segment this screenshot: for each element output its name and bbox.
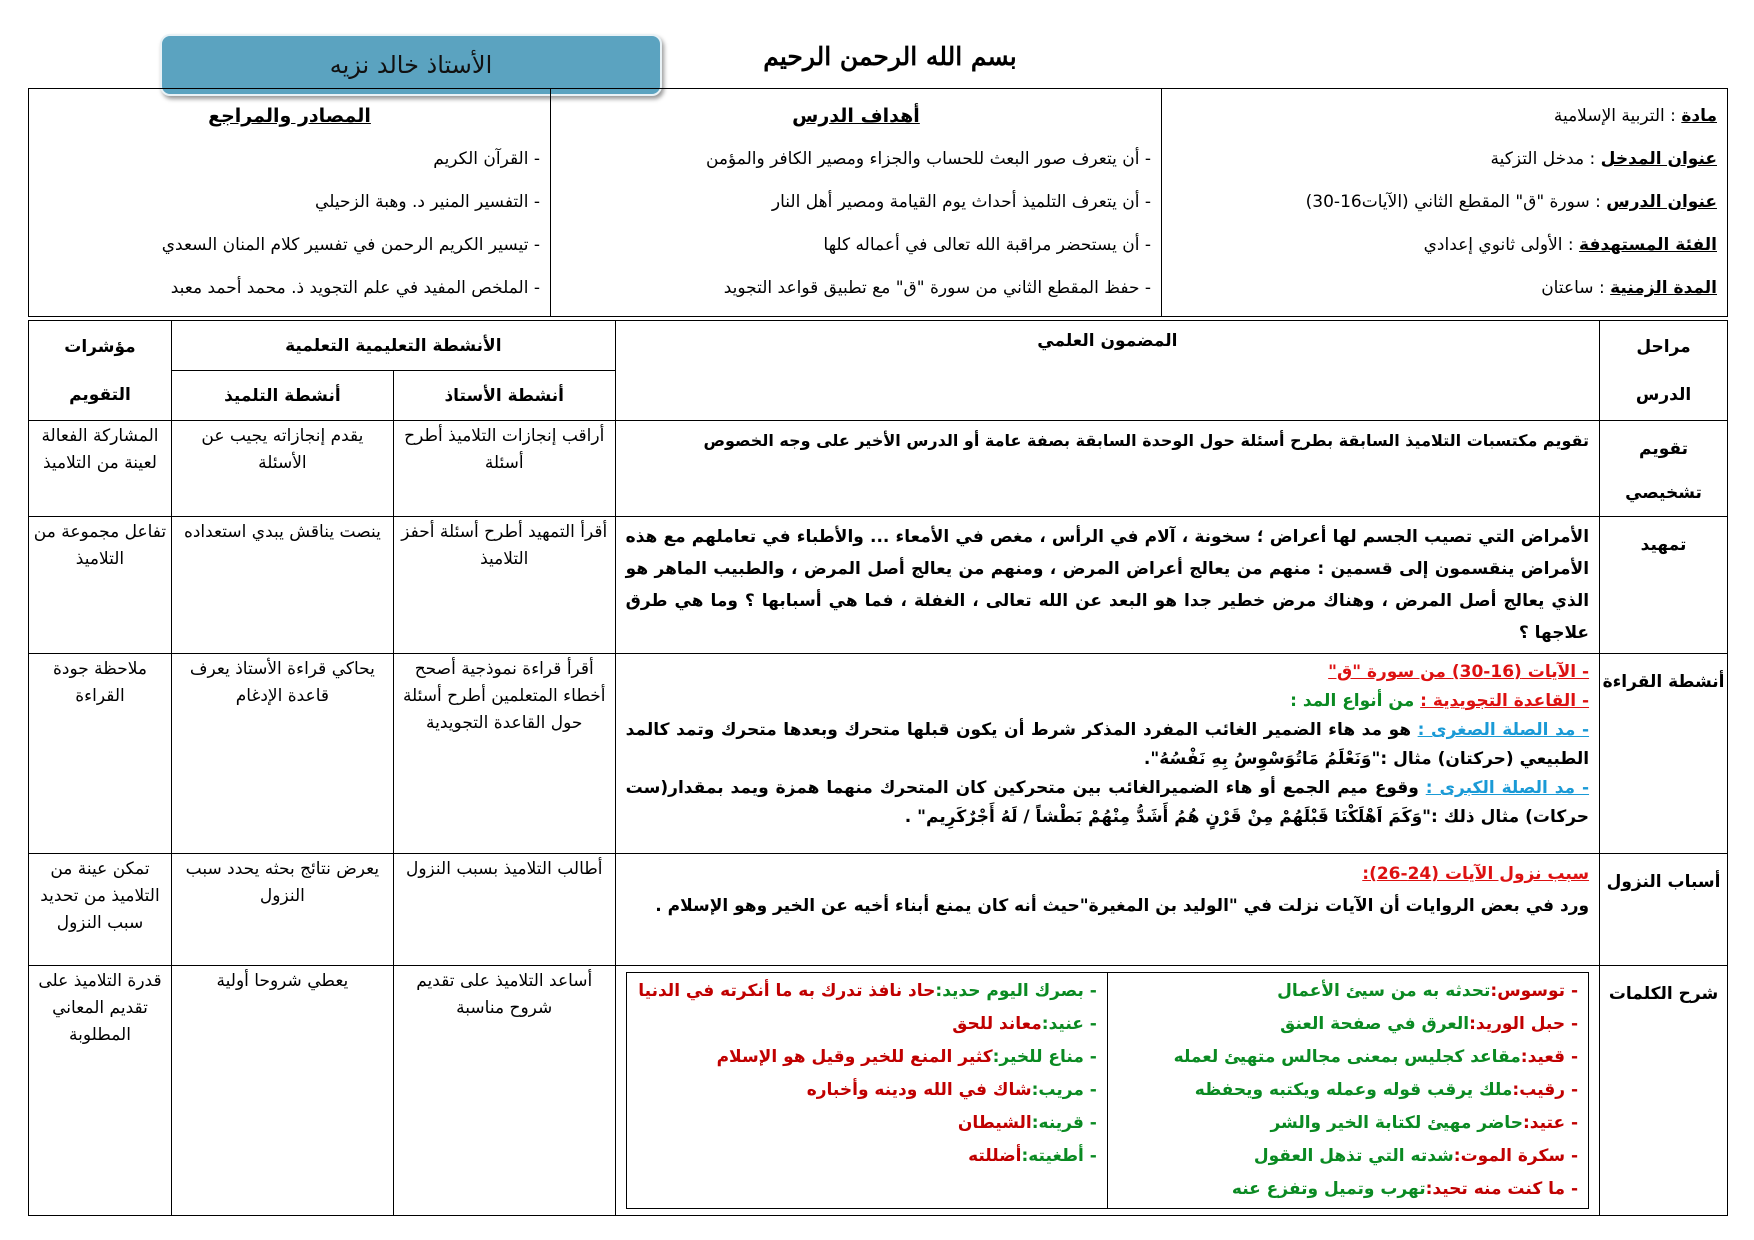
objectives-cell bbox=[551, 89, 1162, 317]
stage-diagnostic: تقويم تشخيصي bbox=[1600, 421, 1728, 517]
student-reasons: يعرض نتائج بحثه يحدد سبب النزول bbox=[171, 854, 393, 966]
target-label: الفئة المستهدفة bbox=[1579, 235, 1717, 255]
eval-reading: ملاحظة جودة القراءة bbox=[29, 654, 172, 854]
stage-reading: أنشطة القراءة bbox=[1600, 654, 1728, 854]
teacher-diagnostic: أراقب إنجازات التلاميذ أطرح أسئلة bbox=[393, 421, 615, 517]
vocab-item: - عنيد:معاند للحق bbox=[952, 1014, 1097, 1034]
content-reading bbox=[615, 654, 1599, 854]
unit-label: عنوان المدخل bbox=[1600, 149, 1717, 169]
vocab-table bbox=[626, 972, 1589, 1209]
big-sila: - مد الصلة الكبرى : وقوع ميم الجمع أو هاء الضميرالغائب بين متحركين كان المتحرك منهما همزة ويمد بمقدار(ست حركات) مثال ذلك :"وَكَمَ اَهْلَكْنَا قَبْلَهُمْ مِنْ قَرْنٍ هُمُ أَشَدُّ مِنْهُمْ بَطْشاً / لَهُ أَجْرٌكَرِيم" . bbox=[625, 778, 1590, 827]
vocab-item: - قعيد:مقاعد كجليس بمعنى مجالس متهيئ لعمله bbox=[1173, 1047, 1579, 1067]
vocab-item: - مريب:شاك في الله ودينه وأخباره bbox=[806, 1080, 1097, 1100]
row-vocab bbox=[29, 966, 1728, 1216]
content-vocab bbox=[615, 966, 1599, 1216]
lesson-plan-table bbox=[28, 320, 1728, 1216]
vocab-item: - حبل الوريد:العرق في صفحة العنق bbox=[1280, 1014, 1579, 1034]
stage-intro: تمهيد bbox=[1600, 517, 1728, 654]
verses-heading: - الآيات (16-30) من سورة "ق" bbox=[1328, 662, 1590, 682]
activities-header: الأنشطة التعليمية التعلمية bbox=[171, 321, 615, 371]
time-value: ساعتان bbox=[1541, 278, 1594, 298]
vocab-item: - مناع للخير:كثير المنع للخير وقيل هو الإسلام bbox=[716, 1047, 1097, 1067]
objective-item: - أن يتعرف صور البعث للحساب والجزاء ومصير الكافر والمؤمن bbox=[705, 149, 1151, 169]
teacher-name-badge bbox=[160, 34, 662, 96]
vocab-left-column bbox=[626, 973, 1107, 1209]
stages-header: مراحل الدرس bbox=[1600, 321, 1728, 421]
row-reading bbox=[29, 654, 1728, 854]
student-vocab: يعطي شروحا أولية bbox=[171, 966, 393, 1216]
lesson-label: عنوان الدرس bbox=[1606, 192, 1717, 212]
content-reasons bbox=[615, 854, 1599, 966]
subject-label: مادة bbox=[1681, 106, 1717, 126]
source-item: - الملخص المفيد في علم التجويد ذ. محمد أحمد معبد bbox=[170, 278, 540, 298]
student-diagnostic: يقدم إنجازاته يجيب عن الأسئلة bbox=[171, 421, 393, 517]
student-intro: ينصت يناقش يبدي استعداده bbox=[171, 517, 393, 654]
row-intro bbox=[29, 517, 1728, 654]
content-diagnostic: تقويم مكتسبات التلاميذ السابقة بطرح أسئلة حول الوحدة السابقة بصفة عامة أو الدرس الأخير على وجه الخصوص bbox=[615, 421, 1599, 517]
stage-vocab: شرح الكلمات bbox=[1600, 966, 1728, 1216]
vocab-item: - بصرك اليوم حديد:حاد نافذ تدرك به ما أنكرته في الدنيا bbox=[638, 981, 1097, 1001]
row-diagnostic bbox=[29, 421, 1728, 517]
objective-item: - أن يتعرف التلميذ أحداث يوم القيامة ومصير أهل النار bbox=[771, 192, 1151, 212]
target-value: الأولى ثانوي إعدادي bbox=[1423, 235, 1563, 255]
evaluation-header: مؤشرات التقويم bbox=[29, 321, 172, 421]
lesson-header-table bbox=[28, 88, 1728, 317]
eval-diagnostic: المشاركة الفعالة لعينة من التلاميذ bbox=[29, 421, 172, 517]
lesson-info-cell: مادة : التربية الإسلامية عنوان المدخل : مدخل التزكية عنوان الدرس : سورة "ق" المقطع الثاني (الآيات16-30) الفئة المستهدفة : الأولى ثانوي إعدادي المدة الزمنية : ساعتان bbox=[1162, 89, 1728, 317]
sources-cell bbox=[29, 89, 551, 317]
vocab-item: - سكرة الموت:شدته التي تذهل العقول bbox=[1253, 1146, 1579, 1166]
stage-reasons: أسباب النزول bbox=[1600, 854, 1728, 966]
teacher-name: الأستاذ خالد نزيه bbox=[329, 51, 493, 79]
unit-value: مدخل التزكية bbox=[1490, 149, 1585, 169]
source-item: - القرآن الكريم bbox=[433, 149, 540, 169]
reasons-title: سبب نزول الآيات (24-26): bbox=[1362, 864, 1590, 884]
time-label: المدة الزمنية bbox=[1610, 278, 1717, 298]
vocab-item: - رقيب:ملك يرقب قوله وعمله ويكتبه ويحفظه bbox=[1194, 1080, 1579, 1100]
row-reasons bbox=[29, 854, 1728, 966]
vocab-item: - أطغيته:أضللته bbox=[968, 1146, 1097, 1166]
student-acts-header: أنشطة التلميذ bbox=[171, 371, 393, 421]
subject-value: التربية الإسلامية bbox=[1553, 106, 1665, 126]
teacher-acts-header: أنشطة الأستاذ bbox=[393, 371, 615, 421]
teacher-reading: أقرأ قراءة نموذجية أصحح أخطاء المتعلمين أطرح أسئلة حول القاعدة التجويدية bbox=[393, 654, 615, 854]
teacher-reasons: أطالب التلاميذ بسبب النزول bbox=[393, 854, 615, 966]
sources-title: المصادر والمراجع bbox=[208, 105, 371, 127]
objective-item: - حفظ المقطع الثاني من سورة "ق" مع تطبيق قواعد التجويد bbox=[723, 278, 1151, 298]
content-intro: الأمراض التي تصيب الجسم لها أعراض ؛ سخونة ، آلام في الرأس ، مغص في الأمعاء ... والأطباء في تعاملهم مع هذه الأمراض ينقسمون إلى قسمين : منهم من يعالج أعراض المرض ، ومنهم من يعالج أصل المرض ، والطبيب الماهر هو الذي يعالج أصل المرض ، وهناك مرض خطير جدا هو البعد عن الله تعالى ، الغفلة ، فما هي أسبابها ؟ وما هي طرق علاجها ؟ bbox=[615, 517, 1599, 654]
source-item: - تيسير الكريم الرحمن في تفسير كلام المنان السعدي bbox=[161, 235, 540, 255]
vocab-item: - قرينه:الشيطان bbox=[957, 1113, 1097, 1133]
small-sila: - مد الصلة الصغرى : هو مد هاء الضمير الغائب المفرد المذكر شرط أن يكون قبلها متحرك وبعدها متحرك وتمد كالمد الطبيعي (حركتان) مثال :"وَنَعْلَمُ مَاتُوَسْوِسُ بِهِ نَفْسُهُ". bbox=[625, 720, 1590, 769]
objective-item: - أن يستحضر مراقبة الله تعالى في أعماله كلها bbox=[823, 235, 1151, 255]
student-reading: يحاكي قراءة الأستاذ يعرف قاعدة الإدغام bbox=[171, 654, 393, 854]
objectives-title: أهداف الدرس bbox=[792, 105, 920, 127]
basmala: بسم الله الرحمن الرحيم bbox=[763, 42, 1017, 71]
eval-reasons: تمكن عينة من التلاميذ من تحديد سبب النزول bbox=[29, 854, 172, 966]
teacher-intro: أقرأ التمهيد أطرح أسئلة أحفز التلاميذ bbox=[393, 517, 615, 654]
vocab-item: - ما كنت منه تحيد:تهرب وتميل وتفزع عنه bbox=[1231, 1179, 1579, 1199]
lesson-value: سورة "ق" المقطع الثاني (الآيات16-30) bbox=[1305, 192, 1590, 212]
teacher-vocab: أساعد التلاميذ على تقديم شروح مناسبة bbox=[393, 966, 615, 1216]
vocab-item: - توسوس:تحدثه به من سيئ الأعمال bbox=[1277, 981, 1579, 1001]
source-item: - التفسير المنير د. وهبة الزحيلي bbox=[315, 192, 540, 212]
reasons-text: ورد في بعض الروايات أن الآيات نزلت في "الوليد بن المغيرة"حيث أنه كان يمنع أبناء أخيه عن الخير وهو الإسلام . bbox=[655, 896, 1590, 916]
content-header: المضمون العلمي bbox=[615, 321, 1599, 421]
eval-intro: تفاعل مجموعة من التلاميذ bbox=[29, 517, 172, 654]
eval-vocab: قدرة التلاميذ على تقديم المعاني المطلوبة bbox=[29, 966, 172, 1216]
vocab-item: - عتيد:حاضر مهيئ لكتابة الخير والشر bbox=[1270, 1113, 1579, 1133]
vocab-right-column bbox=[1107, 973, 1588, 1209]
tajweed-rule: - القاعدة التجويدية : من أنواع المد : bbox=[1290, 691, 1590, 711]
